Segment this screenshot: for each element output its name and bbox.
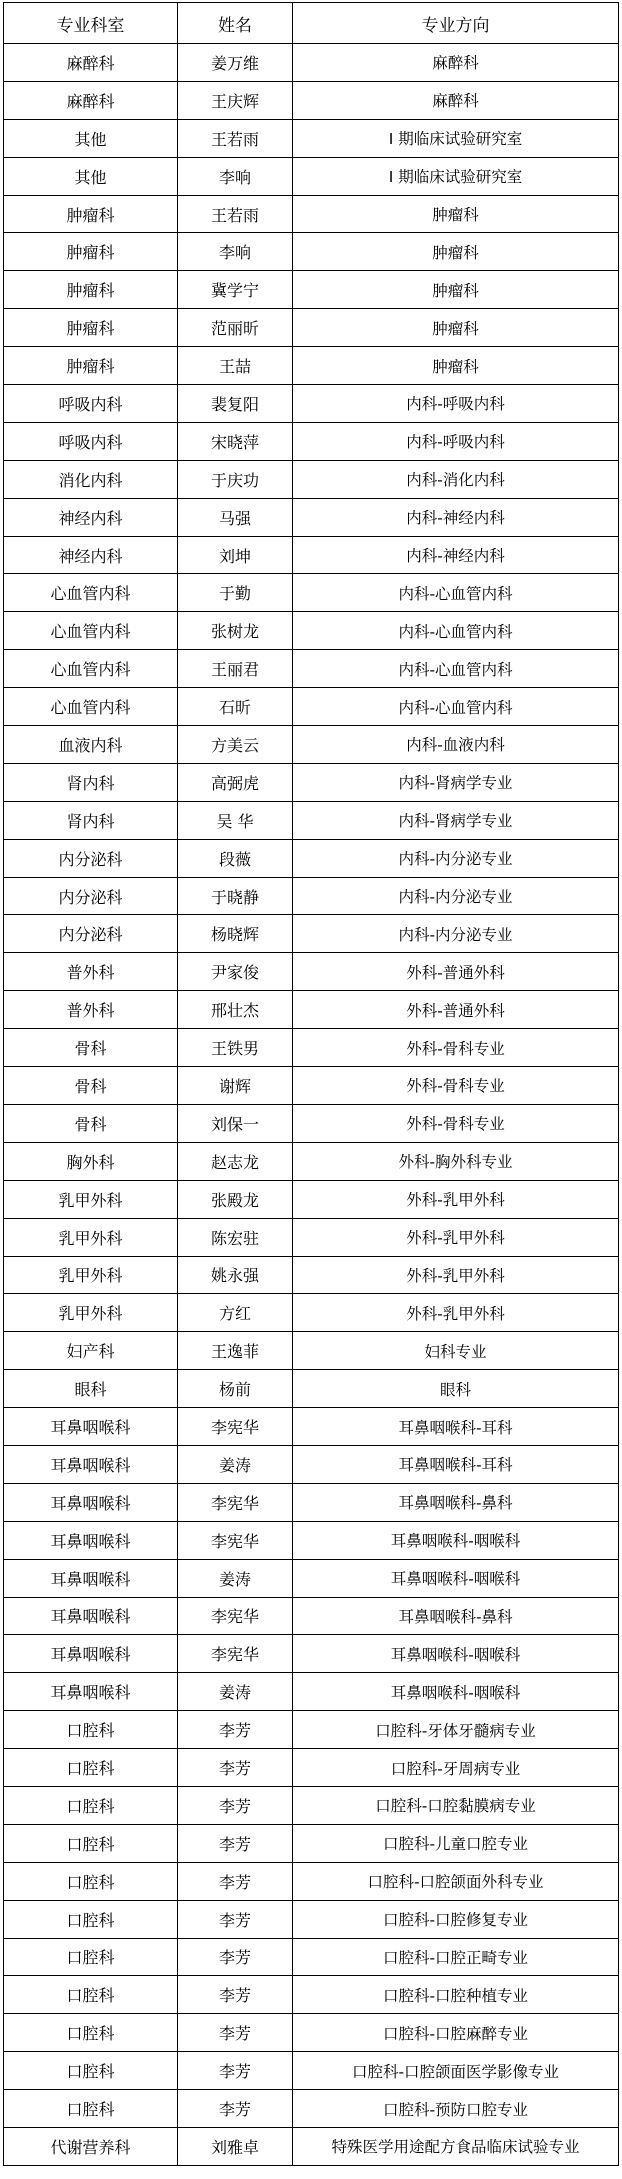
name-cell: 陈宏驻 bbox=[178, 1218, 293, 1256]
name-cell: 姜万维 bbox=[178, 44, 293, 82]
department-cell: 骨科 bbox=[4, 1029, 178, 1067]
direction-cell: 肿瘤科 bbox=[293, 309, 619, 347]
name-cell: 李宪华 bbox=[178, 1521, 293, 1559]
direction-cell: 口腔科-牙体牙髓病专业 bbox=[293, 1711, 619, 1749]
name-cell: 谢辉 bbox=[178, 1067, 293, 1105]
table-row bbox=[4, 1938, 619, 1976]
table-row bbox=[4, 157, 619, 195]
direction-cell: 耳鼻咽喉科-耳科 bbox=[293, 1408, 619, 1446]
direction-cell: 外科-骨科专业 bbox=[293, 1029, 619, 1067]
department-cell: 麻醉科 bbox=[4, 44, 178, 82]
department-cell: 口腔科 bbox=[4, 1976, 178, 2014]
direction-cell: 内科-呼吸内科 bbox=[293, 422, 619, 460]
department-cell: 肿瘤科 bbox=[4, 233, 178, 271]
table-row bbox=[4, 953, 619, 991]
direction-cell: 内科-心血管内科 bbox=[293, 688, 619, 726]
direction-cell: 外科-普通外科 bbox=[293, 991, 619, 1029]
name-cell: 李芳 bbox=[178, 1711, 293, 1749]
name-cell: 冀学宁 bbox=[178, 271, 293, 309]
table-row bbox=[4, 195, 619, 233]
name-cell: 尹家俊 bbox=[178, 953, 293, 991]
name-cell: 李芳 bbox=[178, 1938, 293, 1976]
department-cell: 内分泌科 bbox=[4, 915, 178, 953]
direction-cell: 口腔科-口腔正畸专业 bbox=[293, 1938, 619, 1976]
name-cell: 李芳 bbox=[178, 1900, 293, 1938]
table-row bbox=[4, 1180, 619, 1218]
table-row bbox=[4, 347, 619, 385]
direction-cell: 麻醉科 bbox=[293, 44, 619, 82]
direction-cell: 内科-呼吸内科 bbox=[293, 385, 619, 423]
department-cell: 口腔科 bbox=[4, 2014, 178, 2052]
department-cell: 呼吸内科 bbox=[4, 422, 178, 460]
table-row bbox=[4, 801, 619, 839]
direction-cell: 内科-内分泌专业 bbox=[293, 915, 619, 953]
name-cell: 李芳 bbox=[178, 2052, 293, 2090]
direction-cell: 耳鼻咽喉科-耳科 bbox=[293, 1445, 619, 1483]
direction-cell: 内科-肾病学专业 bbox=[293, 801, 619, 839]
department-cell: 神经内科 bbox=[4, 536, 178, 574]
table-row bbox=[4, 460, 619, 498]
department-cell: 乳甲外科 bbox=[4, 1218, 178, 1256]
direction-cell: 肿瘤科 bbox=[293, 271, 619, 309]
department-cell: 耳鼻咽喉科 bbox=[4, 1445, 178, 1483]
table-row bbox=[4, 1824, 619, 1862]
department-cell: 普外科 bbox=[4, 991, 178, 1029]
direction-cell: 耳鼻咽喉科-咽喉科 bbox=[293, 1673, 619, 1711]
name-cell: 方红 bbox=[178, 1294, 293, 1332]
direction-cell: 外科-普通外科 bbox=[293, 953, 619, 991]
table-row bbox=[4, 422, 619, 460]
department-cell: 口腔科 bbox=[4, 1786, 178, 1824]
table-row bbox=[4, 233, 619, 271]
name-cell: 姜涛 bbox=[178, 1559, 293, 1597]
table-row bbox=[4, 612, 619, 650]
direction-cell: 口腔科-儿童口腔专业 bbox=[293, 1824, 619, 1862]
table-row bbox=[4, 1067, 619, 1105]
table-row bbox=[4, 2014, 619, 2052]
name-cell: 李芳 bbox=[178, 2014, 293, 2052]
table-row bbox=[4, 877, 619, 915]
name-cell: 张树龙 bbox=[178, 612, 293, 650]
name-cell: 宋晓萍 bbox=[178, 422, 293, 460]
department-cell: 耳鼻咽喉科 bbox=[4, 1408, 178, 1446]
direction-cell: 口腔科-口腔颌面医学影像专业 bbox=[293, 2052, 619, 2090]
department-cell: 乳甲外科 bbox=[4, 1256, 178, 1294]
direction-cell: 口腔科-口腔黏膜病专业 bbox=[293, 1786, 619, 1824]
table-row bbox=[4, 1711, 619, 1749]
direction-cell: 肿瘤科 bbox=[293, 195, 619, 233]
department-cell: 耳鼻咽喉科 bbox=[4, 1521, 178, 1559]
name-cell: 王逸菲 bbox=[178, 1332, 293, 1370]
table-row bbox=[4, 1786, 619, 1824]
department-cell: 胸外科 bbox=[4, 1142, 178, 1180]
table-row bbox=[4, 271, 619, 309]
name-cell: 裴复阳 bbox=[178, 385, 293, 423]
department-cell: 其他 bbox=[4, 119, 178, 157]
table-row bbox=[4, 574, 619, 612]
department-cell: 妇产科 bbox=[4, 1332, 178, 1370]
table-row bbox=[4, 81, 619, 119]
name-cell: 姜涛 bbox=[178, 1673, 293, 1711]
direction-cell: 口腔科-口腔麻醉专业 bbox=[293, 2014, 619, 2052]
department-cell: 肾内科 bbox=[4, 801, 178, 839]
direction-cell: 耳鼻咽喉科-鼻科 bbox=[293, 1597, 619, 1635]
direction-cell: 耳鼻咽喉科-咽喉科 bbox=[293, 1521, 619, 1559]
table-row bbox=[4, 1900, 619, 1938]
name-cell: 姜涛 bbox=[178, 1445, 293, 1483]
name-cell: 吴 华 bbox=[178, 801, 293, 839]
direction-cell: 内科-血液内科 bbox=[293, 726, 619, 764]
table-row bbox=[4, 763, 619, 801]
direction-cell: 肿瘤科 bbox=[293, 347, 619, 385]
name-cell: 杨前 bbox=[178, 1370, 293, 1408]
name-cell: 方美云 bbox=[178, 726, 293, 764]
department-cell: 乳甲外科 bbox=[4, 1180, 178, 1218]
name-cell: 王若雨 bbox=[178, 195, 293, 233]
direction-cell: 肿瘤科 bbox=[293, 233, 619, 271]
direction-cell: 口腔科-口腔颌面外科专业 bbox=[293, 1862, 619, 1900]
direction-cell: 眼科 bbox=[293, 1370, 619, 1408]
department-cell: 眼科 bbox=[4, 1370, 178, 1408]
name-cell: 李响 bbox=[178, 233, 293, 271]
table-row bbox=[4, 2052, 619, 2090]
department-cell: 麻醉科 bbox=[4, 81, 178, 119]
name-cell: 姚永强 bbox=[178, 1256, 293, 1294]
name-cell: 李芳 bbox=[178, 1862, 293, 1900]
name-cell: 赵志龙 bbox=[178, 1142, 293, 1180]
table-row bbox=[4, 1294, 619, 1332]
name-cell: 李芳 bbox=[178, 2090, 293, 2128]
direction-cell: 口腔科-口腔修复专业 bbox=[293, 1900, 619, 1938]
name-cell: 李宪华 bbox=[178, 1408, 293, 1446]
department-cell: 心血管内科 bbox=[4, 574, 178, 612]
department-cell: 肿瘤科 bbox=[4, 271, 178, 309]
department-cell: 肿瘤科 bbox=[4, 309, 178, 347]
name-cell: 高弼虎 bbox=[178, 763, 293, 801]
name-cell: 李芳 bbox=[178, 1786, 293, 1824]
department-cell: 口腔科 bbox=[4, 2090, 178, 2128]
direction-cell: 妇科专业 bbox=[293, 1332, 619, 1370]
table-body bbox=[4, 44, 619, 2166]
department-cell: 神经内科 bbox=[4, 498, 178, 536]
direction-cell: 外科-乳甲外科 bbox=[293, 1180, 619, 1218]
table-row bbox=[4, 991, 619, 1029]
department-cell: 肾内科 bbox=[4, 763, 178, 801]
department-cell: 内分泌科 bbox=[4, 839, 178, 877]
name-cell: 于勤 bbox=[178, 574, 293, 612]
table-row bbox=[4, 498, 619, 536]
name-cell: 邢壮杰 bbox=[178, 991, 293, 1029]
department-cell: 呼吸内科 bbox=[4, 385, 178, 423]
direction-cell: 外科-乳甲外科 bbox=[293, 1256, 619, 1294]
table-row bbox=[4, 309, 619, 347]
direction-cell: 外科-乳甲外科 bbox=[293, 1218, 619, 1256]
table-row bbox=[4, 1862, 619, 1900]
direction-cell: 内科-内分泌专业 bbox=[293, 877, 619, 915]
table-row bbox=[4, 1218, 619, 1256]
name-cell: 李响 bbox=[178, 157, 293, 195]
direction-cell: 麻醉科 bbox=[293, 81, 619, 119]
name-cell: 王若雨 bbox=[178, 119, 293, 157]
table-row bbox=[4, 1104, 619, 1142]
table-row bbox=[4, 1445, 619, 1483]
table-row bbox=[4, 1256, 619, 1294]
department-cell: 普外科 bbox=[4, 953, 178, 991]
name-cell: 刘雅卓 bbox=[178, 2127, 293, 2165]
direction-cell: 口腔科-口腔种植专业 bbox=[293, 1976, 619, 2014]
direction-cell: 耳鼻咽喉科-咽喉科 bbox=[293, 1635, 619, 1673]
direction-cell: 外科-骨科专业 bbox=[293, 1104, 619, 1142]
department-cell: 肿瘤科 bbox=[4, 195, 178, 233]
table-row bbox=[4, 688, 619, 726]
department-cell: 心血管内科 bbox=[4, 650, 178, 688]
name-cell: 杨晓辉 bbox=[178, 915, 293, 953]
header-name: 姓名 bbox=[178, 3, 293, 44]
name-cell: 于庆功 bbox=[178, 460, 293, 498]
department-cell: 代谢营养科 bbox=[4, 2127, 178, 2165]
table-row bbox=[4, 1976, 619, 2014]
name-cell: 马强 bbox=[178, 498, 293, 536]
table-row bbox=[4, 915, 619, 953]
name-cell: 刘保一 bbox=[178, 1104, 293, 1142]
direction-cell: 口腔科-牙周病专业 bbox=[293, 1749, 619, 1787]
department-cell: 肿瘤科 bbox=[4, 347, 178, 385]
direction-cell: 内科-消化内科 bbox=[293, 460, 619, 498]
table-row bbox=[4, 1635, 619, 1673]
name-cell: 李芳 bbox=[178, 1976, 293, 2014]
table-row bbox=[4, 1370, 619, 1408]
department-cell: 口腔科 bbox=[4, 1862, 178, 1900]
name-cell: 王铁男 bbox=[178, 1029, 293, 1067]
direction-cell: 耳鼻咽喉科-鼻科 bbox=[293, 1483, 619, 1521]
header-direction: 专业方向 bbox=[293, 3, 619, 44]
direction-cell: 内科-心血管内科 bbox=[293, 574, 619, 612]
direction-cell: 外科-骨科专业 bbox=[293, 1067, 619, 1105]
table-row bbox=[4, 1483, 619, 1521]
department-cell: 口腔科 bbox=[4, 2052, 178, 2090]
department-cell: 乳甲外科 bbox=[4, 1294, 178, 1332]
name-cell: 范丽昕 bbox=[178, 309, 293, 347]
table-row bbox=[4, 1029, 619, 1067]
specialty-table bbox=[3, 2, 619, 2166]
name-cell: 段薇 bbox=[178, 839, 293, 877]
table-row bbox=[4, 1597, 619, 1635]
department-cell: 内分泌科 bbox=[4, 877, 178, 915]
direction-cell: 外科-胸外科专业 bbox=[293, 1142, 619, 1180]
table-row bbox=[4, 2090, 619, 2128]
name-cell: 李芳 bbox=[178, 1824, 293, 1862]
table-row bbox=[4, 650, 619, 688]
table-row bbox=[4, 839, 619, 877]
name-cell: 李芳 bbox=[178, 1749, 293, 1787]
table-row bbox=[4, 1142, 619, 1180]
department-cell: 口腔科 bbox=[4, 1749, 178, 1787]
direction-cell: 内科-肾病学专业 bbox=[293, 763, 619, 801]
table-row bbox=[4, 1559, 619, 1597]
direction-cell: 内科-神经内科 bbox=[293, 498, 619, 536]
department-cell: 耳鼻咽喉科 bbox=[4, 1635, 178, 1673]
department-cell: 口腔科 bbox=[4, 1711, 178, 1749]
direction-cell: 内科-神经内科 bbox=[293, 536, 619, 574]
department-cell: 心血管内科 bbox=[4, 688, 178, 726]
department-cell: 口腔科 bbox=[4, 1900, 178, 1938]
table-row bbox=[4, 1749, 619, 1787]
header-row bbox=[4, 3, 619, 44]
table-row bbox=[4, 1521, 619, 1559]
department-cell: 骨科 bbox=[4, 1104, 178, 1142]
department-cell: 其他 bbox=[4, 157, 178, 195]
name-cell: 王庆辉 bbox=[178, 81, 293, 119]
direction-cell: 外科-乳甲外科 bbox=[293, 1294, 619, 1332]
department-cell: 耳鼻咽喉科 bbox=[4, 1559, 178, 1597]
department-cell: 血液内科 bbox=[4, 726, 178, 764]
table-header bbox=[4, 3, 619, 44]
table-row bbox=[4, 1673, 619, 1711]
table-row bbox=[4, 1408, 619, 1446]
department-cell: 骨科 bbox=[4, 1067, 178, 1105]
name-cell: 石昕 bbox=[178, 688, 293, 726]
name-cell: 李宪华 bbox=[178, 1483, 293, 1521]
table-row bbox=[4, 385, 619, 423]
table-row bbox=[4, 536, 619, 574]
department-cell: 消化内科 bbox=[4, 460, 178, 498]
name-cell: 王丽君 bbox=[178, 650, 293, 688]
department-cell: 口腔科 bbox=[4, 1824, 178, 1862]
name-cell: 于晓静 bbox=[178, 877, 293, 915]
name-cell: 李宪华 bbox=[178, 1635, 293, 1673]
table-row bbox=[4, 726, 619, 764]
department-cell: 耳鼻咽喉科 bbox=[4, 1673, 178, 1711]
department-cell: 耳鼻咽喉科 bbox=[4, 1597, 178, 1635]
name-cell: 李宪华 bbox=[178, 1597, 293, 1635]
name-cell: 刘坤 bbox=[178, 536, 293, 574]
table-row bbox=[4, 44, 619, 82]
direction-cell: I 期临床试验研究室 bbox=[293, 157, 619, 195]
department-cell: 口腔科 bbox=[4, 1938, 178, 1976]
direction-cell: 内科-心血管内科 bbox=[293, 650, 619, 688]
department-cell: 耳鼻咽喉科 bbox=[4, 1483, 178, 1521]
table-row bbox=[4, 119, 619, 157]
table-row bbox=[4, 2127, 619, 2165]
name-cell: 张殿龙 bbox=[178, 1180, 293, 1218]
name-cell: 王喆 bbox=[178, 347, 293, 385]
direction-cell: 口腔科-预防口腔专业 bbox=[293, 2090, 619, 2128]
direction-cell: 内科-内分泌专业 bbox=[293, 839, 619, 877]
direction-cell: 特殊医学用途配方食品临床试验专业 bbox=[293, 2127, 619, 2165]
direction-cell: I 期临床试验研究室 bbox=[293, 119, 619, 157]
table-row bbox=[4, 1332, 619, 1370]
department-cell: 心血管内科 bbox=[4, 612, 178, 650]
header-department: 专业科室 bbox=[4, 3, 178, 44]
direction-cell: 内科-心血管内科 bbox=[293, 612, 619, 650]
direction-cell: 耳鼻咽喉科-咽喉科 bbox=[293, 1559, 619, 1597]
